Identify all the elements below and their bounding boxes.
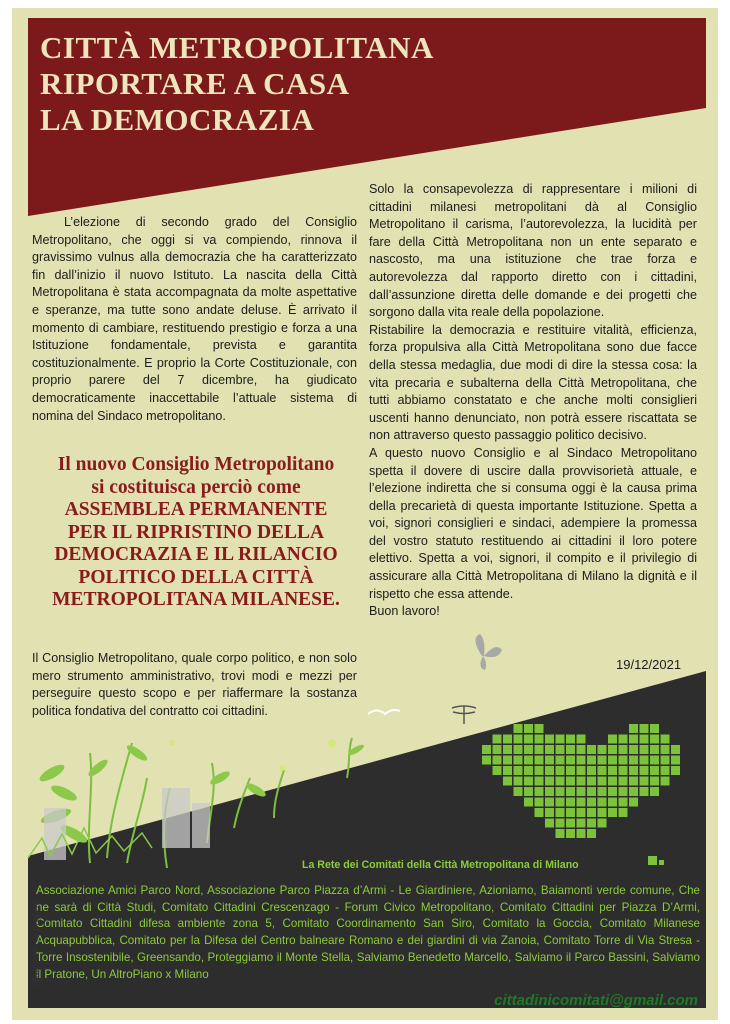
map-cell xyxy=(587,777,596,786)
map-cell xyxy=(535,745,544,754)
map-cell xyxy=(566,808,575,817)
map-cell xyxy=(640,787,649,796)
map-cell xyxy=(503,756,512,765)
associations-list: Associazione Amici Parco Nord, Associazione Parco Piazza d’Armi - Le Giardiniere, Azioniamo, Baiamonti verde comune, Che ne sarà di Città Studi, Comitato Cittadini Crescenzago - Forum Civico Metropolitano, Comitato Cittadini per Piazza D’Armi, Comitato Cittadini difesa ambiente zona 5, Comitato Coordinamento San Siro, Comitato la Goccia, Comitato Milanese Acquapubblica, Comitato per la Difesa del Centro balneare Romano e dei giardini di via Zanoia, Comitato Torre di Via Stresa - Torre Insostenibile, Greensando, Proteggiamo il Monte Stella, Salviamo Benedetto Marcello, Salviamo il Parco Bassini, Salviamo il Pratone, Un AltroPiano x Milano xyxy=(36,884,700,981)
closing-line: Buon lavoro! xyxy=(369,604,440,619)
map-cell xyxy=(566,819,575,828)
title-line-2: RIPORTARE A CASA xyxy=(40,66,350,101)
left-paragraph-2: Il Consiglio Metropolitano, quale corpo politico, e non solo mero strumento amministrativo, trovi modi e mezzi per perseguire questo scopo e per riaffermare la sostanza politica fondativa del contratto coi cittadini. xyxy=(32,651,357,718)
map-cell xyxy=(629,756,638,765)
map-cell xyxy=(640,735,649,744)
map-cell xyxy=(577,756,586,765)
map-cell xyxy=(587,808,596,817)
map-cell xyxy=(493,745,502,754)
map-cell xyxy=(587,756,596,765)
map-cell xyxy=(577,798,586,807)
map-cell xyxy=(556,756,565,765)
map-cell xyxy=(598,766,607,775)
callout-line: PER IL RIPRISTINO DELLA xyxy=(67,521,325,543)
title-line-1: CITTÀ METROPOLITANA xyxy=(40,30,434,65)
map-cell xyxy=(524,766,533,775)
flyer-page xyxy=(12,8,718,1020)
map-cell xyxy=(629,798,638,807)
map-cell xyxy=(556,745,565,754)
map-cell xyxy=(629,787,638,796)
map-cell xyxy=(566,745,575,754)
right-column xyxy=(369,181,697,621)
map-cell xyxy=(493,756,502,765)
map-cell xyxy=(535,766,544,775)
map-cell xyxy=(598,798,607,807)
map-cell xyxy=(482,745,491,754)
map-cell xyxy=(619,787,628,796)
callout-line: DEMOCRAZIA E IL RILANCIO xyxy=(54,544,338,565)
map-cell xyxy=(556,777,565,786)
map-cell xyxy=(661,777,670,786)
map-cell xyxy=(514,787,523,796)
map-cell xyxy=(566,798,575,807)
butterfly-icon xyxy=(475,634,502,670)
map-cell xyxy=(556,829,565,838)
map-cell xyxy=(577,777,586,786)
map-cell xyxy=(608,745,617,754)
map-cell xyxy=(619,777,628,786)
map-cell xyxy=(608,766,617,775)
map-cell xyxy=(556,808,565,817)
map-cell xyxy=(566,735,575,744)
map-cell xyxy=(556,735,565,744)
map-cell xyxy=(619,735,628,744)
map-cell xyxy=(640,756,649,765)
map-cell xyxy=(577,787,586,796)
callout-line: Il nuovo Consiglio Metropolitano xyxy=(57,454,335,475)
left-paragraph-1: L’elezione di secondo grado del Consiglio Metropolitano, che oggi si va compiendo, rinnova il gravissimo vulnus alla democrazia che ha caratterizzato fin dall’inizio il nuovo Istituto. La nascita della Città Metropolitana è stata accompagnata da molte aspettative e speranze, ma tutte sono andate deluse. È arrivato il momento di cambiare, restituendo prestigio e forza a una Istituzione fondamentale, prevista e garantita costituzionalmente. E proprio la Corte Costituzionale, con proprio parere del 7 dicembre, ha giudicato democraticamente inaccettabile l’attuale sistema di nomina del Sindaco metropolitano. xyxy=(32,215,357,423)
map-cell xyxy=(545,766,554,775)
map-cell xyxy=(524,724,533,733)
map-cell xyxy=(629,777,638,786)
map-cell xyxy=(482,756,491,765)
map-cell xyxy=(503,735,512,744)
map-cell xyxy=(545,735,554,744)
map-cell xyxy=(650,735,659,744)
map-cell xyxy=(545,745,554,754)
map-cell xyxy=(650,777,659,786)
map-cell xyxy=(577,808,586,817)
map-cell xyxy=(566,777,575,786)
map-cell xyxy=(545,798,554,807)
map-cell xyxy=(577,766,586,775)
right-paragraph-3: A questo nuovo Consiglio e al Sindaco Metropolitano spetta il dovere di uscire dalla provvisorietà attuale, e l’elezione indiretta che si consuma oggi è la causa prima della precarietà di questa importante Istituzione. Spetta a voi, signori consiglieri e sindaci, adempiere la promessa del vostro statuto restituendo ai cittadini il loro potere elettivo. Spetta a voi, signori, il compito e il privilegio di assicurare alla Città Metropolitana di Milano la dignità e il rispetto che essa attende. xyxy=(369,445,697,601)
map-cell xyxy=(619,808,628,817)
map-cell xyxy=(640,745,649,754)
map-cell xyxy=(587,829,596,838)
map-cell xyxy=(514,756,523,765)
map-cell xyxy=(524,798,533,807)
map-cell xyxy=(566,787,575,796)
map-cell xyxy=(629,724,638,733)
callout-line: ASSEMBLEA PERMANENTE xyxy=(64,499,328,520)
callout-line: METROPOLITANA MILANESE. xyxy=(52,589,340,610)
map-cell xyxy=(556,787,565,796)
map-cell xyxy=(556,766,565,775)
map-cell xyxy=(661,735,670,744)
map-cell xyxy=(514,745,523,754)
map-cell xyxy=(524,756,533,765)
bird-icon xyxy=(368,710,400,714)
map-cell xyxy=(650,766,659,775)
map-cell xyxy=(535,724,544,733)
map-cell xyxy=(598,756,607,765)
map-cell xyxy=(545,756,554,765)
right-paragraph-2: Ristabilire la democrazia e restituire vitalità, efficienza, forza propulsiva alla Città Metropolitana sono due facce della stessa medaglia, due modi di dire la stessa cosa: la vita precaria e subalterna della Città Metropolitana, che tutti abbiamo constatato e che anche molti consiglieri uscenti hanno denunciato, non potrà essere riscattata se non attraverso questo passaggio politico decisivo. xyxy=(369,322,697,443)
printed-note: Stampato in proprio xyxy=(30,899,42,988)
map-cell xyxy=(577,829,586,838)
map-cell xyxy=(503,745,512,754)
map-cell xyxy=(556,798,565,807)
map-cell xyxy=(587,787,596,796)
title-line-3: LA DEMOCRAZIA xyxy=(40,102,315,137)
map-cell xyxy=(493,766,502,775)
map-cell xyxy=(535,735,544,744)
map-cell xyxy=(629,766,638,775)
map-cell xyxy=(587,819,596,828)
map-cell xyxy=(608,756,617,765)
map-cell xyxy=(598,745,607,754)
map-cell xyxy=(629,735,638,744)
map-cell xyxy=(566,766,575,775)
map-cell xyxy=(671,766,680,775)
map-cell xyxy=(640,724,649,733)
map-cell xyxy=(661,756,670,765)
map-cell xyxy=(650,756,659,765)
map-cell xyxy=(514,735,523,744)
map-cell xyxy=(619,766,628,775)
map-cell xyxy=(566,756,575,765)
map-cell xyxy=(598,777,607,786)
map-cell xyxy=(608,735,617,744)
map-cell xyxy=(545,808,554,817)
map-cell xyxy=(619,745,628,754)
map-cell xyxy=(671,756,680,765)
map-cell xyxy=(619,756,628,765)
email-link[interactable]: cittadinicomitati@gmail.com xyxy=(494,992,698,1009)
map-cell xyxy=(650,724,659,733)
network-title: La Rete dei Comitati della Città Metropolitana di Milano xyxy=(302,859,579,871)
map-cell xyxy=(545,819,554,828)
map-cell xyxy=(503,766,512,775)
map-cell xyxy=(661,766,670,775)
map-cell xyxy=(577,745,586,754)
dragonfly-icon xyxy=(452,706,476,724)
map-cell xyxy=(535,808,544,817)
map-cell xyxy=(608,808,617,817)
map-cell xyxy=(556,819,565,828)
map-cell xyxy=(545,777,554,786)
map-cell xyxy=(629,745,638,754)
map-cell xyxy=(514,766,523,775)
map-cell xyxy=(514,724,523,733)
map-cell xyxy=(503,777,512,786)
map-cell xyxy=(524,777,533,786)
date-label: 19/12/2021 xyxy=(616,657,682,672)
map-cell xyxy=(619,798,628,807)
map-cell xyxy=(671,745,680,754)
callout-box xyxy=(26,454,366,612)
map-cell xyxy=(640,766,649,775)
map-cell xyxy=(535,756,544,765)
map-cell xyxy=(608,798,617,807)
map-cell xyxy=(608,777,617,786)
map-cell xyxy=(598,787,607,796)
right-paragraph-1: Solo la consapevolezza di rappresentare i milioni di cittadini milanesi metropolitani dà al Consiglio Metropolitano il carisma, l’autorevolezza, la lucidità per fare della Città Metropolitana non un ente separato e nascosto, ma una istituzione che trae forza e autorevolezza dal rapporto diretto con i cittadini, dall’assunzione diretta delle domande e dei progetti che sorgono dalla vita reale della popolazione. xyxy=(369,182,697,320)
map-cell xyxy=(587,745,596,754)
callout-line: si costituisca perciò come xyxy=(91,476,301,498)
map-cell xyxy=(524,745,533,754)
map-cell xyxy=(535,798,544,807)
map-cell xyxy=(577,735,586,744)
map-cell xyxy=(493,735,502,744)
map-cell xyxy=(535,777,544,786)
map-cell xyxy=(608,787,617,796)
map-cell xyxy=(587,798,596,807)
map-cell xyxy=(566,829,575,838)
map-cell xyxy=(524,735,533,744)
map-cell xyxy=(587,766,596,775)
callout-line: POLITICO DELLA CITTÀ xyxy=(78,566,314,588)
map-cell xyxy=(598,808,607,817)
map-cell xyxy=(514,777,523,786)
map-cell xyxy=(661,745,670,754)
map-cell xyxy=(535,787,544,796)
map-cell xyxy=(598,819,607,828)
map-cell xyxy=(545,787,554,796)
map-cell xyxy=(577,819,586,828)
map-cell xyxy=(524,787,533,796)
map-cell xyxy=(650,745,659,754)
map-cell xyxy=(650,787,659,796)
map-cell xyxy=(640,777,649,786)
flowers-illustration xyxy=(169,739,336,771)
